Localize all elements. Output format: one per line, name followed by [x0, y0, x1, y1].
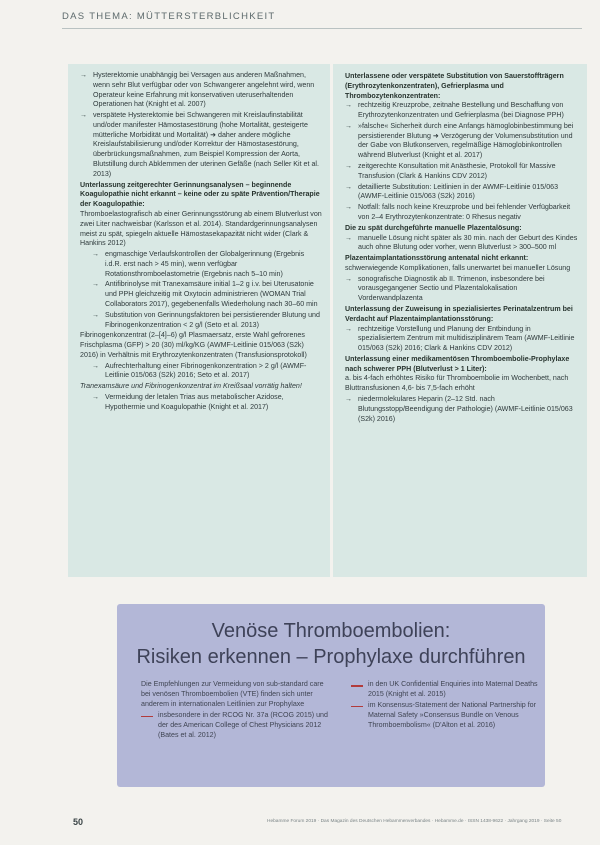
sub-list-item: → Aufrechterhaltung einer Fibrinogenkonzentration > 2 g/l (AWMF-Leitlinie 015/063 (S2k) 2016; Seto et al. 2017): [92, 362, 322, 382]
list-item: → niedermolekulares Heparin (2–12 Std. nach Blutungsstopp/Beendigung der Pathologie) (AWMF-Leitlinie 015/063 (S2k) 2016): [345, 395, 579, 424]
thromboembolie-box: [117, 604, 545, 787]
body-text: a. bis 4-fach erhöhtes Risiko für Thromboembolie im Wochenbett, nach Bluttransfusionen 4,6- bis 7,5-fach erhöht: [345, 374, 569, 393]
box-list-item: in den UK Confidential Enquiries into Maternal Deaths 2015 (Knight et al. 2015): [351, 680, 543, 700]
sub-list-item: → Substitution von Gerinnungsfaktoren bei persistierender Blutung und Fibrinogenkonzentration < 2 g/l (Seto et al. 2013): [92, 311, 322, 331]
box-intro: Die Empfehlungen zur Vermeidung von sub-standard care bei venösen Thromboembolien (VTE) finden sich unter anderem in internationalen Leitlinien zur Prophylaxe: [141, 680, 324, 708]
box-title-line2: Risiken erkennen – Prophylaxe durchführen: [136, 646, 526, 668]
box-list-item: insbesondere in der RCOG Nr. 37a (RCOG 2015) und der des American College of Chest Physicians 2012 (Bates et al. 2012): [141, 711, 333, 741]
body-text: Fibrinogenkonzentrat (2–[4]–6) g/l Plasmaersatz, erste Wahl gefrorenes Frischplasma (GFP) > 20 (30) ml/kg/KG (AWMF-Leitlinie 015/063 (S2k) 2016) in Verhältnis mit Erythrozytenkonzentraten (Transfusionsprotokoll): [80, 331, 307, 359]
sub-list-item: → engmaschige Verlaufskontrollen der Globalgerinnung (Ergebnis i.d.R. erst nach > 45 min), wenn verfügbar Rotationsthromboelastometrie (Ergebnis nach 5–10 min): [92, 250, 322, 279]
list-item: → Notfall: falls noch keine Kreuzprobe und bei fehlender Verfügbarkeit von 2–4 Erythrozytenkonzentrate: 0 Rhesus negativ: [345, 203, 579, 223]
left-info-panel: [68, 64, 330, 577]
list-item: → detaillierte Substitution: Leitlinien in der AWMF-Leitlinie 015/063 (AWMF-Leitlinie 015/063 (S2k) 2016): [345, 183, 579, 203]
section-heading: Unterlassung der Zuweisung in spezialisiertes Perinatalzentrum bei Verdacht auf Plazentaimplantationsstörung:: [345, 304, 573, 323]
list-item: → zeitgerechte Konsultation mit Anästhesie, Protokoll für Massive Transfusion (Clark & Hankins CDV 2012): [345, 162, 579, 182]
sub-list-item: → Vermeidung der letalen Trias aus metabolischer Azidose, Hypothermie und Koagulopathie (Knight et al. 2017): [92, 393, 322, 413]
body-text: Thromboelastografisch ab einer Gerinnungsstörung ab einem Blutverlust von zwei Liter nachweisbar (Karlsson et al. 2014). Standardgerinnungsanalysen meist zu spät, spiegeln aktuelle Hämostasekapazität nicht wider (Clark & Hankins 2012): [80, 209, 322, 248]
header-rule: [62, 28, 582, 29]
sub-list-item: → Antifibrinolyse mit Tranexamsäure initial 1–2 g i.v. bei Uterusatonie und PPH gleichzeitig mit Oxytocin administrieren (WOMAN Trial Collaborators 2017), gegebenenfalls Wiederholung nach 30–60 min: [92, 280, 322, 309]
section-heading: Plazentaimplantationsstörung antenatal nicht erkannt:: [345, 254, 529, 263]
list-item: → »falsche« Sicherheit durch eine Anfangs hämoglobinbestimmung bei persistierender Blutung ➜ Verzögerung der Volumensubstitution und der Gabe von Blutkonserven, regelmäßige Hämoglobinkontrollen während Blutverlust (Knight et al. 2017): [345, 122, 579, 161]
page-header: DAS THEMA: MÜTTERSTERBLICHKEIT: [62, 11, 276, 22]
list-item: → Hysterektomie unabhängig bei Versagen aus anderen Maßnahmen, wenn sehr Blut verfügbar oder von Schwangerer angelehnt wird, wenn Operateur keine Erfahrung mit konservativen uteruserhaltenden Operationen hat (Knight et al. 2007): [80, 71, 322, 110]
right-info-panel: [333, 64, 587, 577]
list-item: → verspätete Hysterektomie bei Schwangeren mit Kreislaufinstabilität und/oder manifester Hämostasestörung (hohe Mortalität, gesteigerte mütterliche Morbidität und Mortalität) ➜ daher andere mögliche Kreislaufstabilisierung und/oder Korrektur der Hämostasestörung, überbrückungsmaßnahmen, zum Beispiel Kompression der Aorta, Blutstillung durch Abklemmen der uterinen Gefäße (nach Seller Kit et al. 2013): [80, 111, 322, 179]
box-list-item: im Konsensus-Statement der National Partnership for Maternal Safety »Consensus Bundle on Venous Thromboembolism« (D'Alton et al. 2016): [351, 701, 543, 731]
section-heading: Unterlassung einer medikamentösen Thromboembolie-Prophylaxe nach schwerer PPH (Blutverlust > 1 Liter):: [345, 354, 570, 373]
section-heading: Die zu spät durchgeführte manuelle Plazentalösung:: [345, 223, 522, 232]
footer-publication: Hebamme Forum 2019 · Das Magazin des Deutschen Hebammenverbandes · Hebamme.de · ISSN 1438-9622 · Jahrgang 2019 · Seite 50: [267, 819, 562, 824]
body-text: schwerwiegende Komplikationen, falls unerwartet bei manueller Lösung: [345, 263, 571, 272]
list-item: → rechtzeitige Vorstellung und Planung der Entbindung in spezialisiertem Zentrum mit multidisziplinärem Team (AWMF-Leitlinie 015/063 (S2k) 2016; Clark & Hankins CDV 2012): [345, 325, 579, 354]
box-title-line1: Venöse Thromboembolien:: [211, 620, 451, 642]
list-item: → manuelle Lösung nicht später als 30 min. nach der Geburt des Kindes auch ohne Blutung oder vorher, wenn Blutverlust > 300–500 ml: [345, 234, 579, 254]
section-heading: Unterlassung zeitgerechter Gerinnungsanalysen – beginnende Koagulopathie nicht erkannt – keine oder zu späte Prävention/Therapie der Koagulopathie:: [80, 180, 320, 209]
page-number: 50: [73, 817, 84, 827]
box-left-column: [141, 680, 333, 742]
list-item: → sonografische Diagnostik ab II. Trimenon, insbesondere bei vorausgegangener Sectio und Plazentalokalisation Vorderwandplazenta: [345, 275, 579, 304]
list-item: → rechtzeitig Kreuzprobe, zeitnahe Bestellung und Beschaffung von Erythrozytenkonzentraten und Gefrierplasma (bei Diagnose PPH): [345, 101, 579, 121]
box-title: [127, 618, 535, 670]
box-right-column: [351, 680, 543, 732]
section-heading: Unterlassene oder verspätete Substitution von Sauerstoffträgern (Erythrozytenkonzentraten), Gefrierplasma und Thrombozytenkonzentraten:: [345, 72, 564, 100]
emphasis-note: Tranexamsäure und Fibrinogenkonzentrat im Kreißsaal vorrätig halten!: [80, 382, 302, 391]
